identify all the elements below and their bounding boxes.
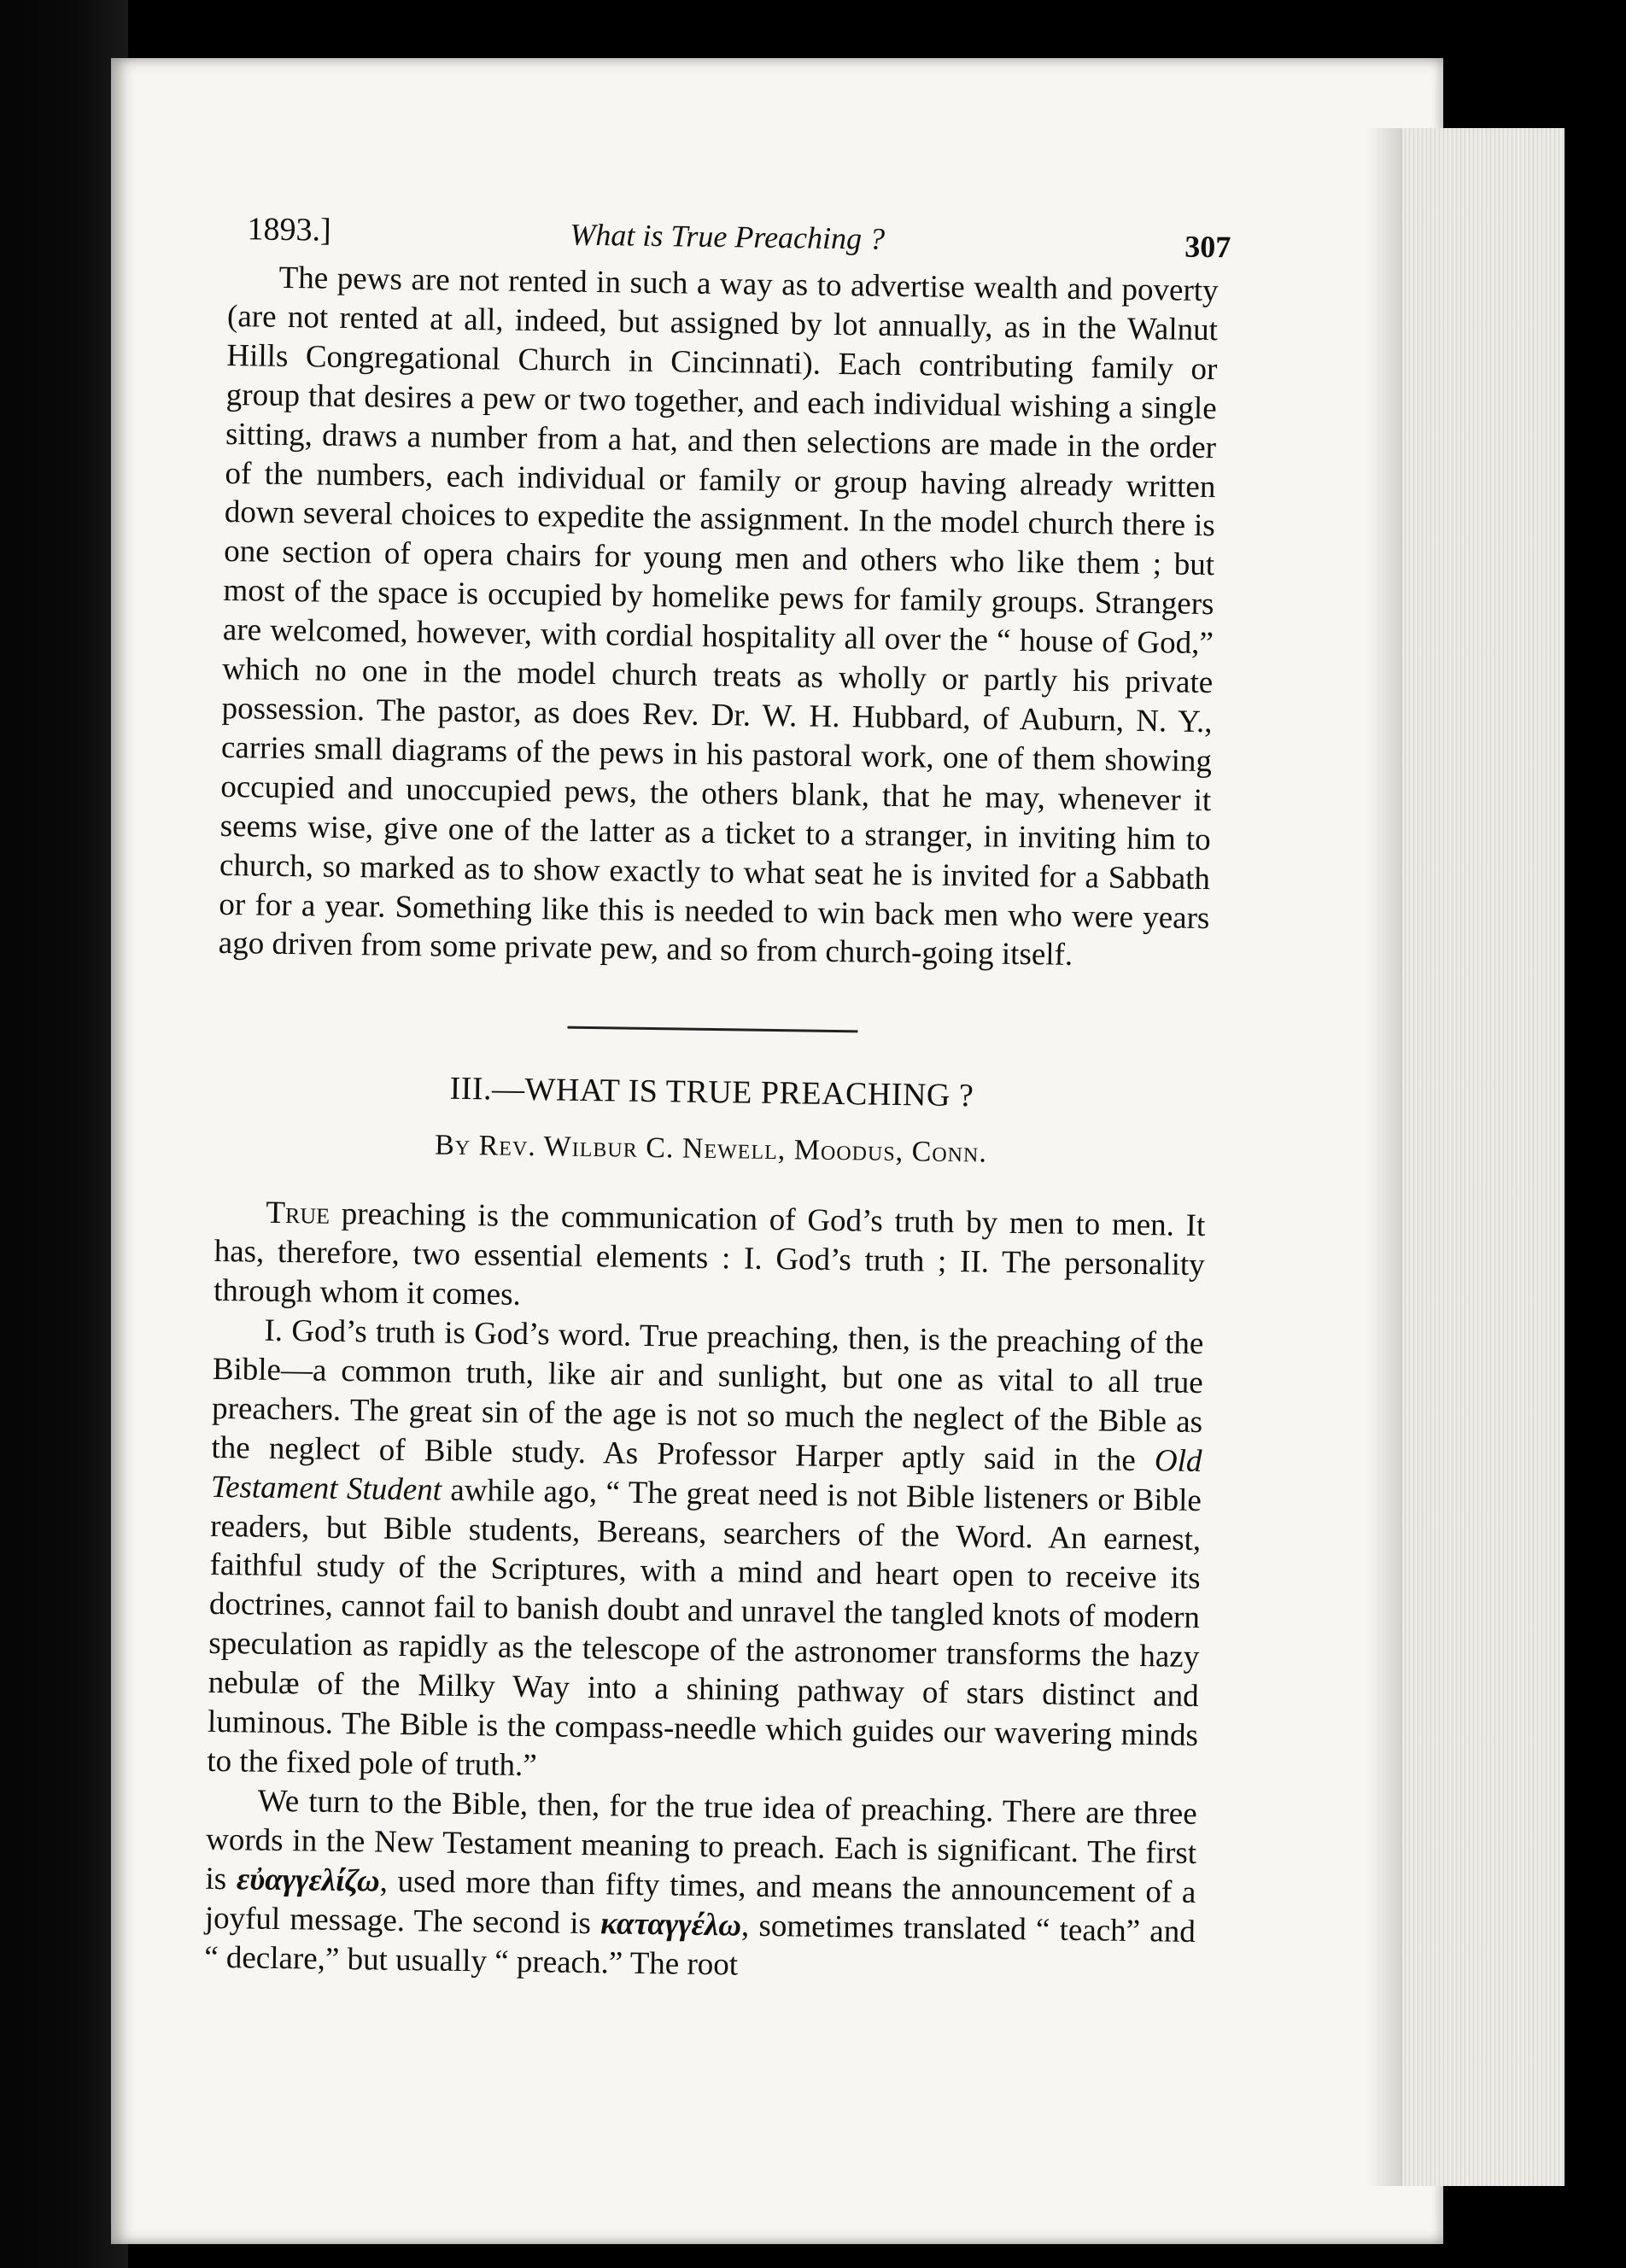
paragraph-2-text-a: I. God’s truth is God’s word. True preaching, then, is the preaching of the Bible—a common truth, like air and sunlight, but one as vital to all true preachers. The great sin of the age is not so much the neglect of the Bible as the neglect of Bible study. As Professor Harper aptly said in the bbox=[211, 1312, 1204, 1479]
article-paragraph-3 bbox=[204, 1781, 1197, 1991]
intro-paragraph: The pews are not rented in such a way as to advertise wealth and poverty (are not rented at all, indeed, but assigned by lot annually, as in the Walnut Hills Congregational Church in Cincinnati). Each contributing family or group that desires a pew or two together, and each individual wishing a single sitting, draws a number from a hat, and then selections are made in the order of the numbers, each individual or family or group having already written down several choices to expedite the assignment. In the model church there is one section of opera chairs for young men and others who like them ; but most of the space is occupied by homelike pews for family groups. Strangers are welcomed, however, with cordial hospitality all over the “ house of God,” which no one in the model church treats as wholly or partly his private possession. The pastor, as does Rev. Dr. W. H. Hubbard, of Auburn, N. Y., carries small diagrams of the pews in his pastoral work, one of them showing occupied and unoccupied pews, the others blank, that he may, whenever it seems wise, give one of the latter as a ticket to a stranger, in inviting him to church, so marked as to show exactly to what seat he is invited for a Sabbath or for a year. Something like this is needed to win back men who were years ago driven from some private pew, and so from church-going itself. bbox=[218, 260, 1219, 973]
article-paragraph-1 bbox=[213, 1193, 1206, 1324]
paragraph-3-text-a: We turn to the Bible, then, for the true idea of preaching. There are three words in the New Testament meaning to preach. Each is significant. The first is bbox=[205, 1783, 1197, 1897]
paragraph-3-text-c: , sometimes translated “ teach” and “ declare,” but usually “ preach.” The root bbox=[203, 1908, 1196, 1983]
greek-word-1: εὐαγγελίζω bbox=[236, 1862, 380, 1899]
section-divider bbox=[567, 1026, 857, 1033]
article-byline: By Rev. Wilbur C. Newell, Moodus, Conn. bbox=[434, 1129, 988, 1169]
article-paragraph-2 bbox=[207, 1311, 1204, 1795]
paragraph-1-text: preaching is the communication of God’s truth by men to men. It has, therefore, two essential elements : I. God’s truth ; II. The personality through whom it comes. bbox=[213, 1196, 1206, 1313]
journal-title-italic: Old Testament Student bbox=[210, 1443, 1202, 1508]
page-content bbox=[203, 198, 1231, 1990]
book-spine-shadow bbox=[0, 0, 128, 2268]
book-page-edges bbox=[1401, 128, 1565, 2186]
paragraph-lead-word: True bbox=[266, 1195, 330, 1232]
paragraph-2-text-b: awhile ago, “ The great need is not Bible listeners or Bible readers, but Bible students, Bereans, searchers of the Word. An earnest, faithful study of the Scriptures, with a mind and heart open to receive its doctrines, cannot fail to banish doubt and unravel the tangled knots of modern speculation as rapidly as the telescope of the astronomer transforms the hazy nebulæ of the Milky Way into a shining pathway of stars distinct and luminous. The Bible is the compass-needle which guides our wavering minds to the fixed pole of truth.” bbox=[207, 1472, 1202, 1784]
running-head-title: What is True Preaching ? bbox=[570, 217, 886, 256]
running-head-year: 1893.] bbox=[247, 211, 331, 248]
article-title: III.—WHAT IS TRUE PREACHING ? bbox=[449, 1071, 974, 1114]
page-number: 307 bbox=[1184, 229, 1231, 265]
greek-word-2: καταγγέλω bbox=[600, 1905, 742, 1944]
paragraph-3-text-b: , used more than fifty times, and means the announcement of a joyful message. The second is bbox=[204, 1863, 1196, 1941]
